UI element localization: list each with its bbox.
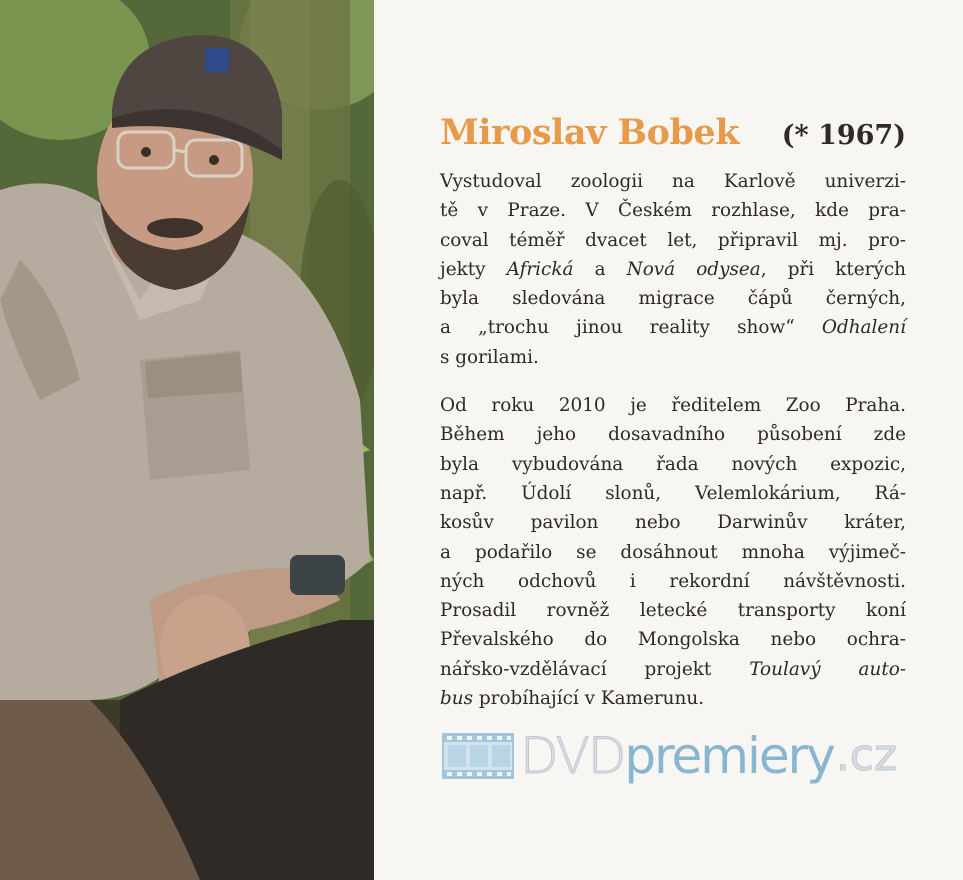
project-title: Africká xyxy=(506,258,574,280)
text-fragment: , při kterých xyxy=(760,258,906,280)
text-fragment: a xyxy=(573,258,627,280)
portrait-photo xyxy=(0,0,374,880)
text-line: Převalského do Mongolska nebo ochra- xyxy=(440,629,906,651)
project-title: bus xyxy=(440,688,474,710)
text-line: Prosadil rovněž letecké transporty koní xyxy=(440,600,906,622)
portrait-illustration xyxy=(0,0,374,880)
text-line: ných odchovů i rekordní návštěvnosti. xyxy=(440,570,906,592)
text-line: byla vybudována řada nových expozic, xyxy=(440,453,906,475)
film-strip-icon xyxy=(442,730,514,782)
text-line: coval téměř dvacet let, připravil mj. pro- xyxy=(440,229,906,251)
birth-year: (* 1967) xyxy=(781,120,906,151)
text-line: kosův pavilon nebo Darwinův kráter, xyxy=(440,512,906,534)
paragraph-zoo-director xyxy=(440,391,906,713)
text-line: Během jeho dosavadního působení zde xyxy=(440,424,906,446)
text-fragment: a „trochu jinou reality show“ xyxy=(440,317,822,339)
dvdpremiery-watermark xyxy=(442,728,897,784)
watermark-premiery: premiery xyxy=(624,727,834,785)
text-line: byla sledována migrace čápů černých, xyxy=(440,288,906,310)
text-line xyxy=(440,255,906,284)
text-fragment: nářsko-vzdělávací projekt xyxy=(440,658,750,680)
text-line xyxy=(440,655,906,684)
text-line: a podařilo se dosáhnout mnoha výjimeč- xyxy=(440,541,906,563)
project-title: Odhalení xyxy=(821,317,906,339)
text-line xyxy=(440,313,906,342)
person-name: Miroslav Bobek xyxy=(440,112,739,153)
text-line: s gorilami. xyxy=(440,346,539,368)
watermark-domain: .cz xyxy=(835,730,898,781)
project-title: Toulavý auto- xyxy=(749,658,906,680)
text-fragment: probíhající v Kamerunu. xyxy=(473,688,705,710)
biography xyxy=(440,112,906,732)
text-line: Vystudoval zoologii na Karlově univerzi- xyxy=(440,171,906,192)
project-title: Nová odysea xyxy=(626,258,761,280)
text-fragment: jekty xyxy=(440,258,507,280)
text-line: např. Údolí slonů, Velemlokárium, Rá- xyxy=(440,482,906,504)
paragraph-education xyxy=(440,167,906,372)
watermark-dvd: DVD xyxy=(520,727,625,785)
text-line: tě v Praze. V Českém rozhlase, kde pra- xyxy=(440,200,906,222)
text-line xyxy=(440,684,906,713)
text-line: Od roku 2010 je ředitelem Zoo Praha. xyxy=(440,395,906,417)
biography-heading xyxy=(440,112,906,153)
